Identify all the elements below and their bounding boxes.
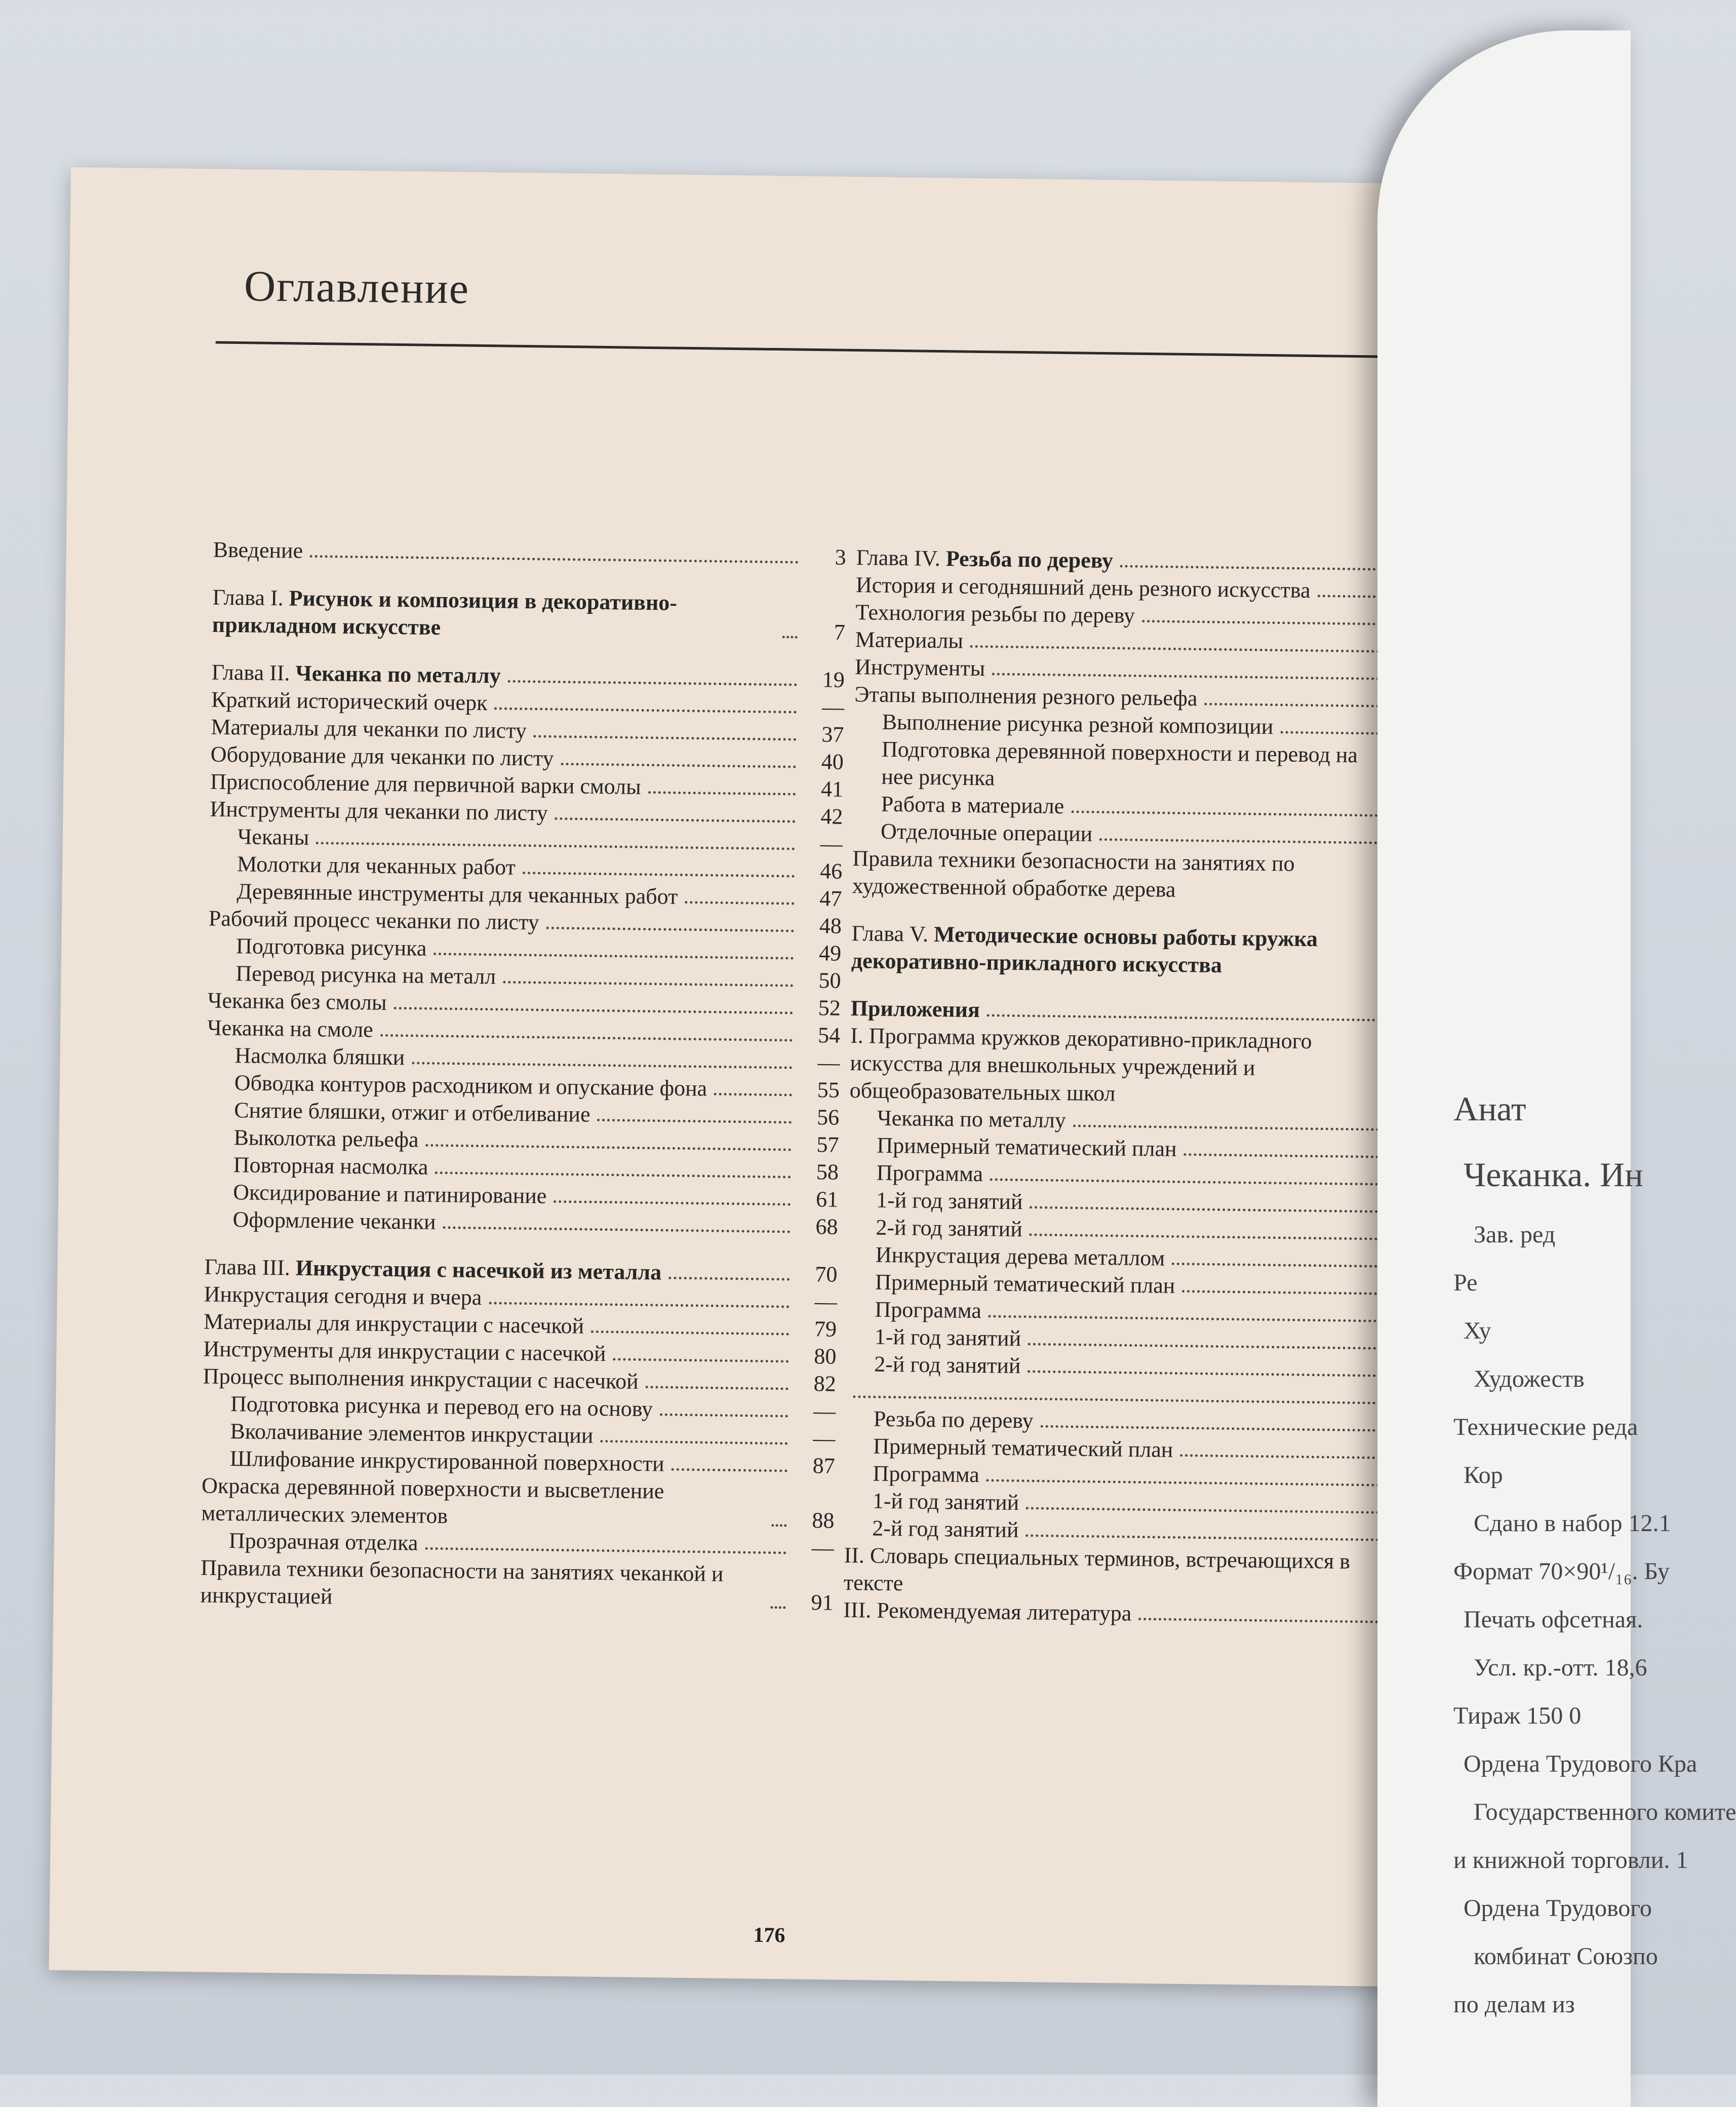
entry-text: Молотки для чеканных работ: [236, 851, 516, 880]
entry-text: Подготовка деревянной поверхности и перевод на нее рисунка: [881, 736, 1358, 791]
leader-dots: [380, 1034, 793, 1042]
leader-dots: [316, 842, 795, 850]
entry-text: Резьба по дереву: [873, 1406, 1034, 1433]
entry-text: Чеканка на смоле: [207, 1015, 374, 1042]
toc-entry-title: [203, 1335, 606, 1368]
leader-dots: [1030, 1206, 1408, 1213]
leader-dots: [771, 1524, 786, 1527]
leader-dots: [600, 1440, 787, 1445]
leader-dots: [435, 1172, 791, 1179]
toc-page-number: 54: [817, 1023, 841, 1048]
leader-dots: [672, 1468, 787, 1472]
next-page-line: Анат: [1453, 1089, 1526, 1128]
entry-text: Деревянные инструменты для чеканных работ: [236, 879, 678, 909]
entry-text: Подготовка рисунка: [235, 933, 427, 961]
toc-page-number: 57: [816, 1132, 839, 1157]
toc-entry-title: [854, 681, 1198, 712]
toc-page-number: 50: [818, 968, 841, 993]
next-page-line: Усл. кр.-отт. 18,6: [1474, 1654, 1647, 1681]
toc-entry-title: [211, 740, 554, 772]
leader-dots: [970, 645, 1415, 653]
toc-entry-title: [850, 995, 980, 1024]
leader-dots: [1099, 838, 1413, 845]
toc-entry-title: [844, 1542, 1382, 1603]
chapter-number: Глава III.: [204, 1254, 296, 1280]
leader-dots: [433, 953, 794, 960]
toc-page-number: —: [821, 694, 845, 720]
toc-entry-title: [854, 708, 1273, 740]
chapter-number: Глава II.: [211, 659, 296, 686]
entry-text: Этапы выполнения резного рельефа: [854, 681, 1198, 711]
toc-entry-title: [848, 1214, 1022, 1243]
toc-entry-title: [856, 544, 1113, 574]
next-page-line: Ордена Трудового Кра: [1464, 1750, 1698, 1777]
next-page-line: по делам из: [1453, 1991, 1575, 2018]
leader-dots: [1026, 1507, 1405, 1514]
toc-page-number: 68: [815, 1214, 838, 1239]
leader-dots: [1138, 1618, 1403, 1623]
leader-dots: [1030, 1233, 1408, 1240]
entry-text: 2-й год занятий: [872, 1515, 1019, 1543]
entry-text: Примерный тематический план: [875, 1269, 1175, 1298]
entry-text: 1-й год занятий: [876, 1187, 1023, 1215]
toc-entry-title: [213, 536, 303, 564]
toc-entry-title: [202, 1417, 594, 1449]
next-page-line: комбинат Союзпо: [1474, 1943, 1658, 1970]
toc-entry-title: [208, 932, 427, 962]
leader-dots: [443, 1226, 790, 1233]
toc-entry-title: [201, 1472, 765, 1534]
toc-page-number: 42: [820, 804, 843, 829]
entry-text: Чеканка по металлу: [877, 1105, 1067, 1133]
entry-text: Введение: [213, 537, 303, 563]
toc-entry: [212, 583, 846, 646]
next-page-line: Формат 70×90¹/₁₆. Бу: [1453, 1558, 1670, 1585]
entry-text: Шлифование инкрустированной поверхности: [229, 1446, 664, 1476]
page-number: 176: [753, 1923, 785, 1947]
entry-text: III. Рекомендуемая литература: [843, 1597, 1132, 1626]
toc-entry: [200, 1554, 834, 1616]
entry-text: Подготовка рисунка и перевод его на основу: [230, 1391, 653, 1422]
entry-text: Краткий исторический очерк: [211, 687, 488, 716]
toc-page-number: 37: [821, 722, 844, 747]
leader-dots: [1028, 1343, 1407, 1350]
entry-text: Программа: [875, 1297, 982, 1323]
entry-text: Инкрустация с насечкой из металла: [295, 1255, 662, 1285]
leader-dots: [668, 1277, 790, 1281]
toc-entry-title: [209, 850, 516, 881]
leader-dots: [1183, 1153, 1409, 1158]
toc-entry-title: [212, 583, 776, 645]
next-page-line: Чеканка. Ин: [1464, 1155, 1643, 1194]
toc-page-number: 48: [819, 913, 842, 939]
toc-entry-title: [208, 959, 496, 990]
toc-page-number: 40: [821, 749, 844, 774]
toc-entry-title: [204, 1308, 584, 1340]
entry-text: 1-й год занятий: [874, 1324, 1021, 1351]
next-page-line: Зав. ред: [1474, 1221, 1556, 1248]
leader-dots: [554, 1200, 791, 1206]
entry-text: Материалы для чеканки по листу: [211, 714, 527, 744]
leader-dots: [555, 817, 796, 823]
next-page-line: Технические реда: [1453, 1414, 1638, 1440]
leader-dots: [310, 555, 799, 564]
leader-dots: [1025, 1534, 1404, 1541]
entry-text: Методические основы работы кружка декоративно-прикладного искусства: [851, 921, 1318, 978]
leader-dots: [425, 1547, 786, 1554]
leader-dots: [494, 707, 797, 713]
toc-entry-title: [845, 1487, 1019, 1516]
entry-text: Рабочий процесс чеканки по листу: [208, 906, 540, 935]
toc-page-number: 79: [814, 1316, 837, 1342]
leader-dots: [546, 927, 794, 932]
entry-text: Насмолка бляшки: [234, 1043, 405, 1070]
toc-page-number: 61: [815, 1187, 839, 1212]
leader-dots: [782, 636, 798, 638]
entry-text: 1-й год занятий: [872, 1488, 1019, 1515]
toc-entry-title: [851, 920, 1390, 981]
entry-text: Резьба по дереву: [945, 546, 1114, 573]
toc-entry-title: [211, 713, 527, 745]
leader-dots: [853, 1395, 1406, 1404]
entry-text: Перевод рисунка на металл: [235, 961, 496, 989]
toc-page-number: 52: [818, 995, 841, 1021]
toc-entry-title: [211, 686, 488, 717]
leader-dots: [1182, 1290, 1407, 1295]
leader-dots: [503, 981, 793, 987]
entry-text: Инструменты для чеканки по листу: [210, 796, 548, 826]
leader-dots: [648, 791, 796, 796]
toc-entry-title: [853, 735, 1392, 797]
leader-dots: [1142, 620, 1415, 626]
toc-entry-title: [847, 1323, 1021, 1352]
toc-entry: [852, 845, 1460, 907]
toc-page-number: 19: [822, 667, 845, 692]
entry-text: Повторная насмолка: [233, 1152, 428, 1180]
toc-entry-title: [210, 795, 548, 827]
next-page-line: Кор: [1464, 1462, 1503, 1489]
toc-page-number: 56: [816, 1105, 840, 1130]
toc-entry-title: [206, 1151, 428, 1181]
toc-entry-title: [849, 1159, 983, 1188]
toc-entry-title: [848, 1186, 1023, 1216]
toc-entry: [851, 920, 1459, 982]
toc-page-number: 58: [816, 1159, 839, 1185]
leader-dots: [591, 1331, 789, 1336]
toc-entry-title: [212, 658, 501, 689]
leader-dots: [989, 1315, 1407, 1322]
book-page: [49, 167, 1448, 1987]
next-page-line: и книжной торговли. 1: [1453, 1847, 1688, 1874]
entry-text: Снятие бляшки, отжиг и отбеливание: [233, 1098, 590, 1127]
leader-dots: [1040, 1425, 1405, 1432]
entry-text: Инкрустация сегодня и вчера: [204, 1281, 482, 1310]
page-title: Оглавление: [244, 261, 470, 313]
toc-entry-title: [210, 823, 309, 851]
toc-entry-title: [208, 987, 387, 1016]
chapter-number: Глава IV.: [856, 545, 946, 571]
toc-entry-title: [846, 1350, 1021, 1380]
toc-entry-title: [853, 817, 1093, 848]
leader-dots: [425, 1144, 791, 1151]
entry-text: Окраска деревянной поверхности и высветление металлических элементов: [201, 1473, 664, 1529]
leader-dots: [1028, 1370, 1406, 1377]
leader-dots: [992, 673, 1415, 680]
entry-text: История и сегодняшний день резного искусства: [855, 572, 1311, 603]
leader-dots: [1120, 565, 1416, 571]
toc-page-number: —: [814, 1289, 838, 1314]
leader-dots: [1180, 1454, 1405, 1459]
entry-text: Выполнение рисунка резной композиции: [882, 709, 1274, 739]
leader-dots: [987, 1479, 1405, 1487]
toc-entry-title: [853, 790, 1064, 820]
leader-dots: [412, 1062, 792, 1069]
entry-text: Оформление чеканки: [232, 1207, 436, 1234]
entry-text: Приспособление для первичной варки смолы: [210, 769, 642, 799]
toc-entry-title: [844, 1514, 1019, 1544]
next-page: [1377, 30, 1631, 2107]
toc-entry-title: [850, 1022, 1389, 1111]
leader-dots: [393, 1007, 793, 1015]
toc-entry-title: [847, 1268, 1175, 1300]
leader-dots: [987, 1014, 1411, 1022]
entry-text: Инкрустация дерева металлом: [875, 1242, 1165, 1271]
toc-entry: [213, 536, 846, 571]
entry-text: Технология резьбы по дереву: [855, 599, 1135, 628]
next-page-line: Тираж 150 0: [1453, 1702, 1582, 1729]
entry-text: Рисунок и композиция в декоративно-прикладном искусстве: [212, 586, 678, 640]
entry-text: Примерный тематический план: [873, 1433, 1173, 1462]
toc-page-number: 3: [835, 544, 847, 570]
toc-entry-title: [855, 653, 985, 682]
toc-page-number: 55: [817, 1077, 840, 1103]
toc-page-number: 87: [812, 1453, 836, 1478]
entry-text: Процесс выполнения инкрустации с насечкой: [203, 1363, 639, 1394]
toc-page-number: —: [817, 1050, 840, 1075]
toc-entry-title: [206, 1096, 590, 1128]
entry-text: Программа: [873, 1461, 980, 1488]
toc-page-number: 7: [834, 619, 846, 645]
toc-page-number: —: [811, 1535, 835, 1560]
entry-text: Выколотка рельефа: [233, 1125, 419, 1152]
toc-entry-title: [848, 1241, 1165, 1272]
entry-text: Материалы: [855, 627, 964, 653]
toc-page-number: —: [820, 831, 843, 856]
entry-text: Правила техники безопасности на занятиях по художественной обработке дерева: [852, 845, 1295, 902]
toc-right-column: [843, 524, 1464, 1631]
entry-text: Вколачивание элементов инкрустации: [230, 1419, 594, 1448]
toc-page-number: 91: [811, 1590, 834, 1615]
toc-page-number: 70: [815, 1262, 838, 1287]
entry-text: Инструменты для инкрустации с насечкой: [203, 1336, 606, 1367]
toc-entry-title: [205, 1178, 547, 1209]
toc-entry-title: [204, 1280, 482, 1311]
leader-dots: [508, 680, 797, 686]
entry-text: 2-й год занятий: [876, 1215, 1023, 1242]
leader-dots: [489, 1302, 789, 1308]
toc-entry: [850, 1022, 1458, 1112]
toc-page-number: 82: [813, 1371, 837, 1396]
entry-text: Отделочные операции: [880, 818, 1093, 846]
toc-entry-title: [849, 1104, 1066, 1134]
toc-entry-title: [852, 845, 1390, 906]
toc-page-number: 47: [819, 886, 842, 911]
leader-dots: [597, 1119, 792, 1124]
entry-text: II. Словарь специальных терминов, встречающихся в тексте: [843, 1542, 1351, 1596]
next-page-line: Ре: [1453, 1269, 1478, 1296]
entry-text: Обводка контуров расходником и опускание фона: [234, 1070, 707, 1101]
toc-entry-title: [201, 1527, 418, 1556]
chapter-number: Глава V.: [851, 920, 934, 947]
leader-dots: [646, 1386, 788, 1390]
leader-dots: [685, 901, 794, 905]
toc-entry-title: [855, 599, 1135, 630]
entry-text: Инструменты: [854, 654, 985, 681]
leader-dots: [523, 872, 795, 878]
toc-page-number: 88: [812, 1508, 835, 1533]
entry-text: Программа: [876, 1160, 983, 1187]
toc-page-number: —: [813, 1426, 836, 1451]
toc-entry-title: [200, 1554, 764, 1616]
leader-dots: [990, 1178, 1409, 1186]
toc-entry-title: [209, 905, 539, 936]
entry-text: I. Программа кружков декоративно-прикладного искусства для внешкольных учреждений и общеобразовательных школ: [849, 1023, 1312, 1106]
toc-page-number: 46: [819, 859, 843, 884]
entry-text: Оборудование для чеканки по листу: [210, 742, 554, 771]
toc-entry-title: [849, 1131, 1177, 1163]
leader-dots: [534, 735, 797, 740]
next-page-line: Ордена Трудового: [1464, 1895, 1652, 1922]
next-page-line: Печать офсетная.: [1464, 1606, 1643, 1633]
toc-entry-title: [207, 1014, 373, 1043]
next-page-line: Сдано в набор 12.1: [1474, 1510, 1671, 1537]
entry-text: Работа в материале: [881, 791, 1064, 819]
leader-dots: [1071, 810, 1413, 817]
toc-entry-title: [206, 1123, 419, 1153]
entry-text: Приложения: [850, 995, 980, 1023]
toc-entry: [201, 1472, 835, 1534]
entry-text: Правила техники безопасности на занятиях чеканкой и инкрустацией: [200, 1555, 724, 1609]
leader-dots: [660, 1413, 788, 1417]
toc-entry-title: [205, 1205, 436, 1236]
next-page-line: Государственного комите: [1474, 1799, 1736, 1825]
toc-entry-title: [845, 1460, 979, 1489]
leader-dots: [714, 1093, 792, 1097]
toc-entry-title: [847, 1296, 981, 1324]
chapter-number: Глава I.: [212, 584, 289, 611]
toc-page-number: 41: [820, 776, 844, 802]
entry-text: Чеканка без смолы: [207, 988, 387, 1015]
entry-text: Прозрачная отделка: [228, 1528, 418, 1555]
title-rule: [216, 341, 1462, 359]
next-page-line: Ху: [1464, 1317, 1491, 1344]
toc-entry: [853, 735, 1462, 798]
next-page-line: Художеств: [1474, 1365, 1585, 1392]
entry-text: 2-й год занятий: [874, 1351, 1021, 1379]
toc-entry-title: [843, 1596, 1132, 1627]
entry-text: Примерный тематический план: [877, 1133, 1177, 1161]
entry-text: Материалы для инкрустации с насечкой: [203, 1309, 584, 1339]
toc-entry-title: [855, 626, 963, 655]
toc-left-column: [200, 516, 846, 1616]
entry-text: Чеканы: [237, 824, 309, 850]
entry-text: Оксидирование и патинирование: [233, 1180, 547, 1208]
leader-dots: [561, 763, 796, 768]
toc-page-number: —: [813, 1398, 836, 1424]
toc-page-number: 80: [814, 1344, 837, 1369]
entry-text: Чеканка по металлу: [295, 660, 501, 688]
toc-entry-title: [207, 1041, 405, 1071]
leader-dots: [770, 1606, 785, 1609]
toc-entry-title: [845, 1432, 1173, 1464]
leader-dots: [1172, 1263, 1408, 1268]
leader-dots: [613, 1358, 788, 1362]
toc-entry: [844, 1542, 1452, 1604]
toc-page-number: 49: [818, 941, 842, 966]
leader-dots: [1073, 1124, 1409, 1131]
toc-entry-title: [846, 1405, 1034, 1435]
